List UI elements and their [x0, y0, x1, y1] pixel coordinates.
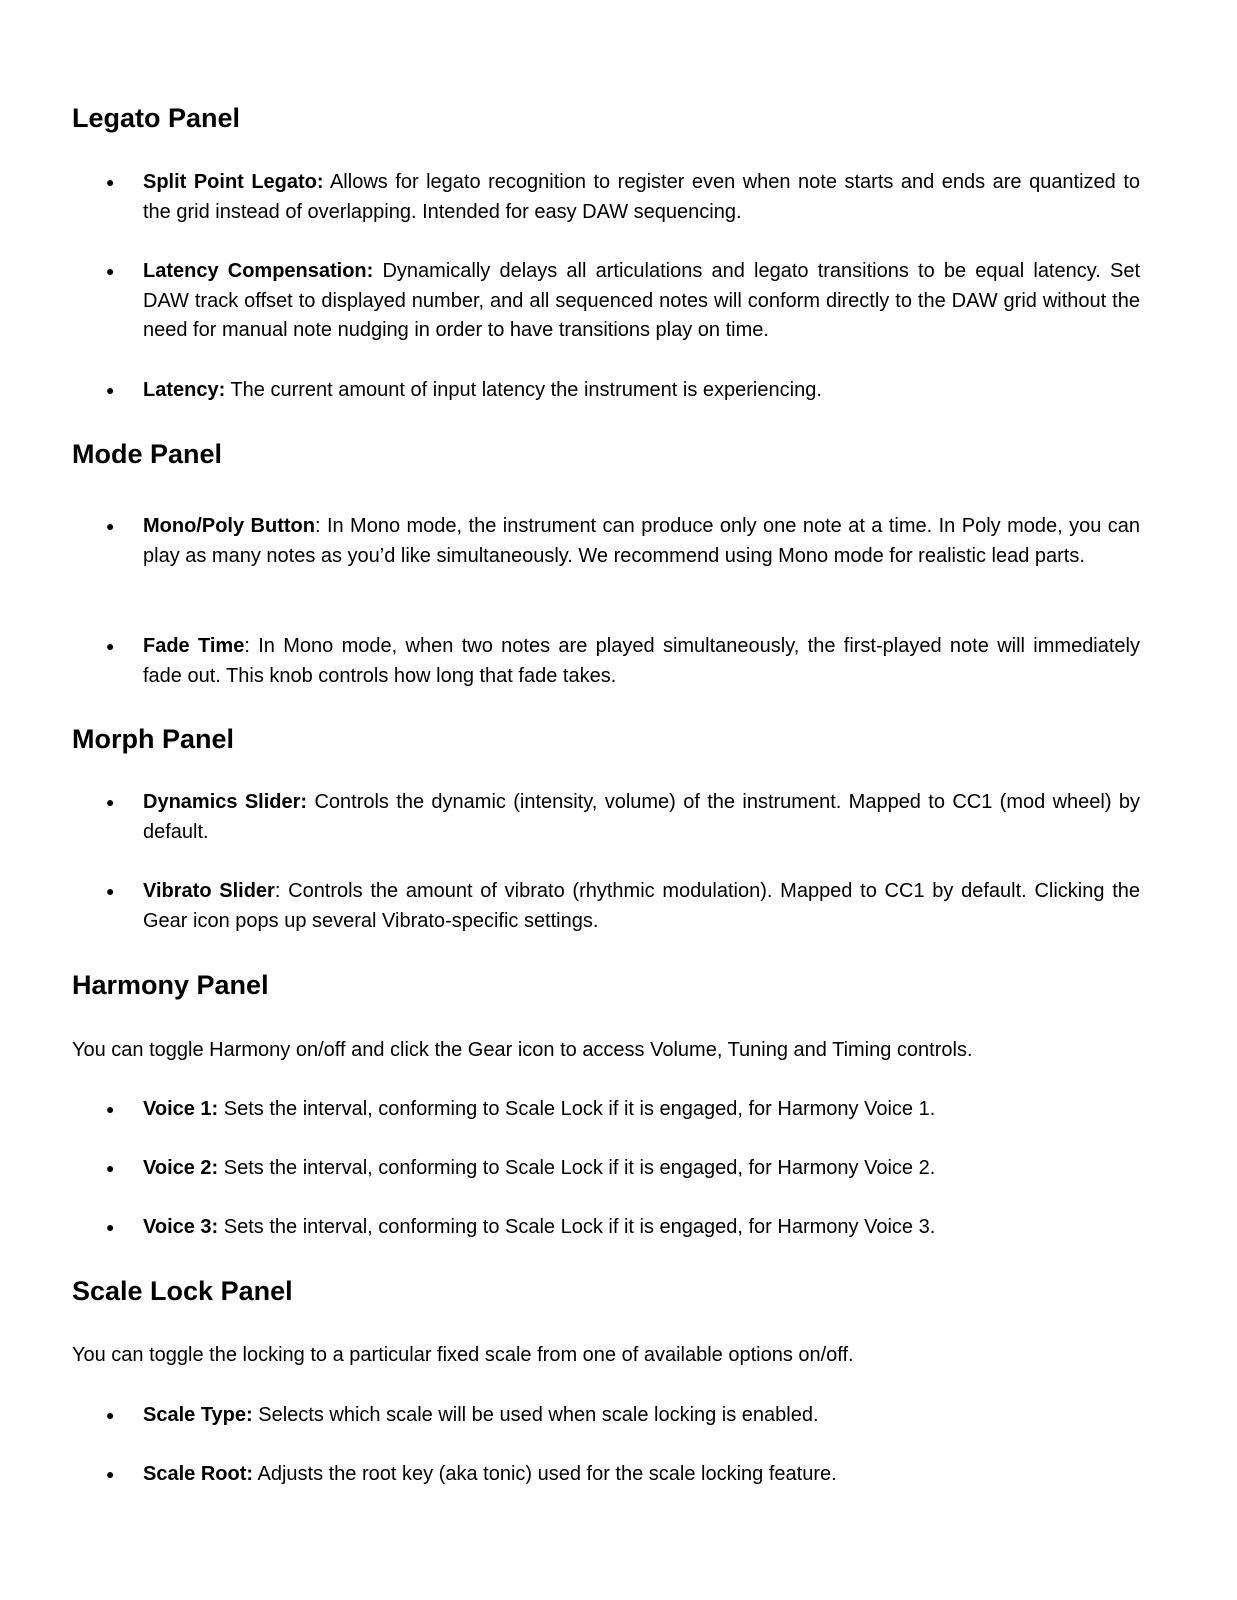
item-term: Vibrato Slider	[143, 880, 275, 902]
list-item-scale-root	[106, 1460, 1140, 1490]
list-item-fade-time	[106, 632, 1140, 691]
list-item-split-point-legato	[106, 168, 1140, 227]
item-term: Latency:	[143, 379, 226, 401]
bullet: ●	[106, 174, 115, 190]
item-description: : In Mono mode, when two notes are played simultaneously, the first-played note will immediately fade out. This knob controls how long that fade takes.	[143, 635, 1140, 687]
section-heading-legato: Legato Panel	[72, 103, 241, 133]
item-description: Allows for legato recognition to register even when note starts and ends are quantized to the grid instead of overlapping. Intended for easy DAW sequencing.	[143, 171, 1140, 223]
list-item-voice-2	[106, 1154, 1140, 1184]
list-item-latency-compensation	[106, 257, 1140, 346]
item-description: : In Mono mode, the instrument can produce only one note at a time. In Poly mode, you can play as many notes as you’d like simultaneously. We recommend using Mono mode for realistic lead parts.	[143, 515, 1140, 567]
item-description: Sets the interval, conforming to Scale Lock if it is engaged, for Harmony Voice 2.	[218, 1157, 936, 1179]
item-term: Latency Compensation:	[143, 260, 374, 282]
section-intro-harmony: You can toggle Harmony on/off and click the Gear icon to access Volume, Tuning and Timing controls.	[72, 1039, 973, 1061]
item-description: Sets the interval, conforming to Scale Lock if it is engaged, for Harmony Voice 1.	[218, 1098, 936, 1120]
bullet: ●	[106, 382, 115, 398]
list-item-scale-type	[106, 1401, 1140, 1431]
item-term: Voice 2:	[143, 1157, 219, 1179]
item-term: Scale Root:	[143, 1463, 254, 1485]
bullet: ●	[106, 1466, 115, 1482]
bullet: ●	[106, 1407, 115, 1423]
bullet: ●	[106, 518, 115, 534]
item-description: : Controls the amount of vibrato (rhythmic modulation). Mapped to CC1 by default. Clicking the Gear icon pops up several Vibrato-specific settings.	[143, 880, 1141, 932]
bullet: ●	[106, 1219, 115, 1235]
item-term: Dynamics Slider:	[143, 791, 308, 813]
item-description: The current amount of input latency the instrument is experiencing.	[225, 379, 822, 401]
item-description: Controls the dynamic (intensity, volume) of the instrument. Mapped to CC1 (mod wheel) by default.	[143, 791, 1140, 843]
item-description: Sets the interval, conforming to Scale Lock if it is engaged, for Harmony Voice 3.	[218, 1216, 936, 1238]
list-item-vibrato-slider	[106, 877, 1140, 936]
item-description: Adjusts the root key (aka tonic) used for the scale locking feature.	[253, 1463, 837, 1485]
list-item-latency	[106, 376, 1140, 406]
item-term: Voice 1:	[143, 1098, 219, 1120]
list-item-mono-poly-button	[106, 512, 1140, 571]
item-term: Mono/Poly Button	[143, 515, 315, 537]
section-heading-morph: Morph Panel	[72, 724, 235, 754]
section-heading-scale-lock: Scale Lock Panel	[72, 1276, 293, 1306]
bullet: ●	[106, 263, 115, 279]
section-intro-scale-lock: You can toggle the locking to a particular fixed scale from one of available options on/off.	[72, 1344, 854, 1366]
bullet: ●	[106, 883, 115, 899]
section-heading-harmony: Harmony Panel	[72, 970, 269, 1000]
list-item-voice-1	[106, 1095, 1140, 1125]
item-description: Selects which scale will be used when scale locking is enabled.	[252, 1404, 819, 1426]
item-term: Split Point Legato:	[143, 171, 324, 193]
item-term: Voice 3:	[143, 1216, 219, 1238]
list-item-voice-3	[106, 1213, 1140, 1243]
list-item-dynamics-slider	[106, 788, 1140, 847]
section-heading-mode: Mode Panel	[72, 439, 223, 469]
bullet: ●	[106, 1101, 115, 1117]
item-description: Dynamically delays all articulations and legato transitions to be equal latency. Set DAW track offset to displayed number, and all sequenced notes will conform directly to the DAW grid without the need for manual note nudging in order to have transitions play on time.	[143, 260, 1140, 341]
item-term: Fade Time	[143, 635, 245, 657]
bullet: ●	[106, 1160, 115, 1176]
bullet: ●	[106, 794, 115, 810]
item-term: Scale Type:	[143, 1404, 253, 1426]
bullet: ●	[106, 638, 115, 654]
